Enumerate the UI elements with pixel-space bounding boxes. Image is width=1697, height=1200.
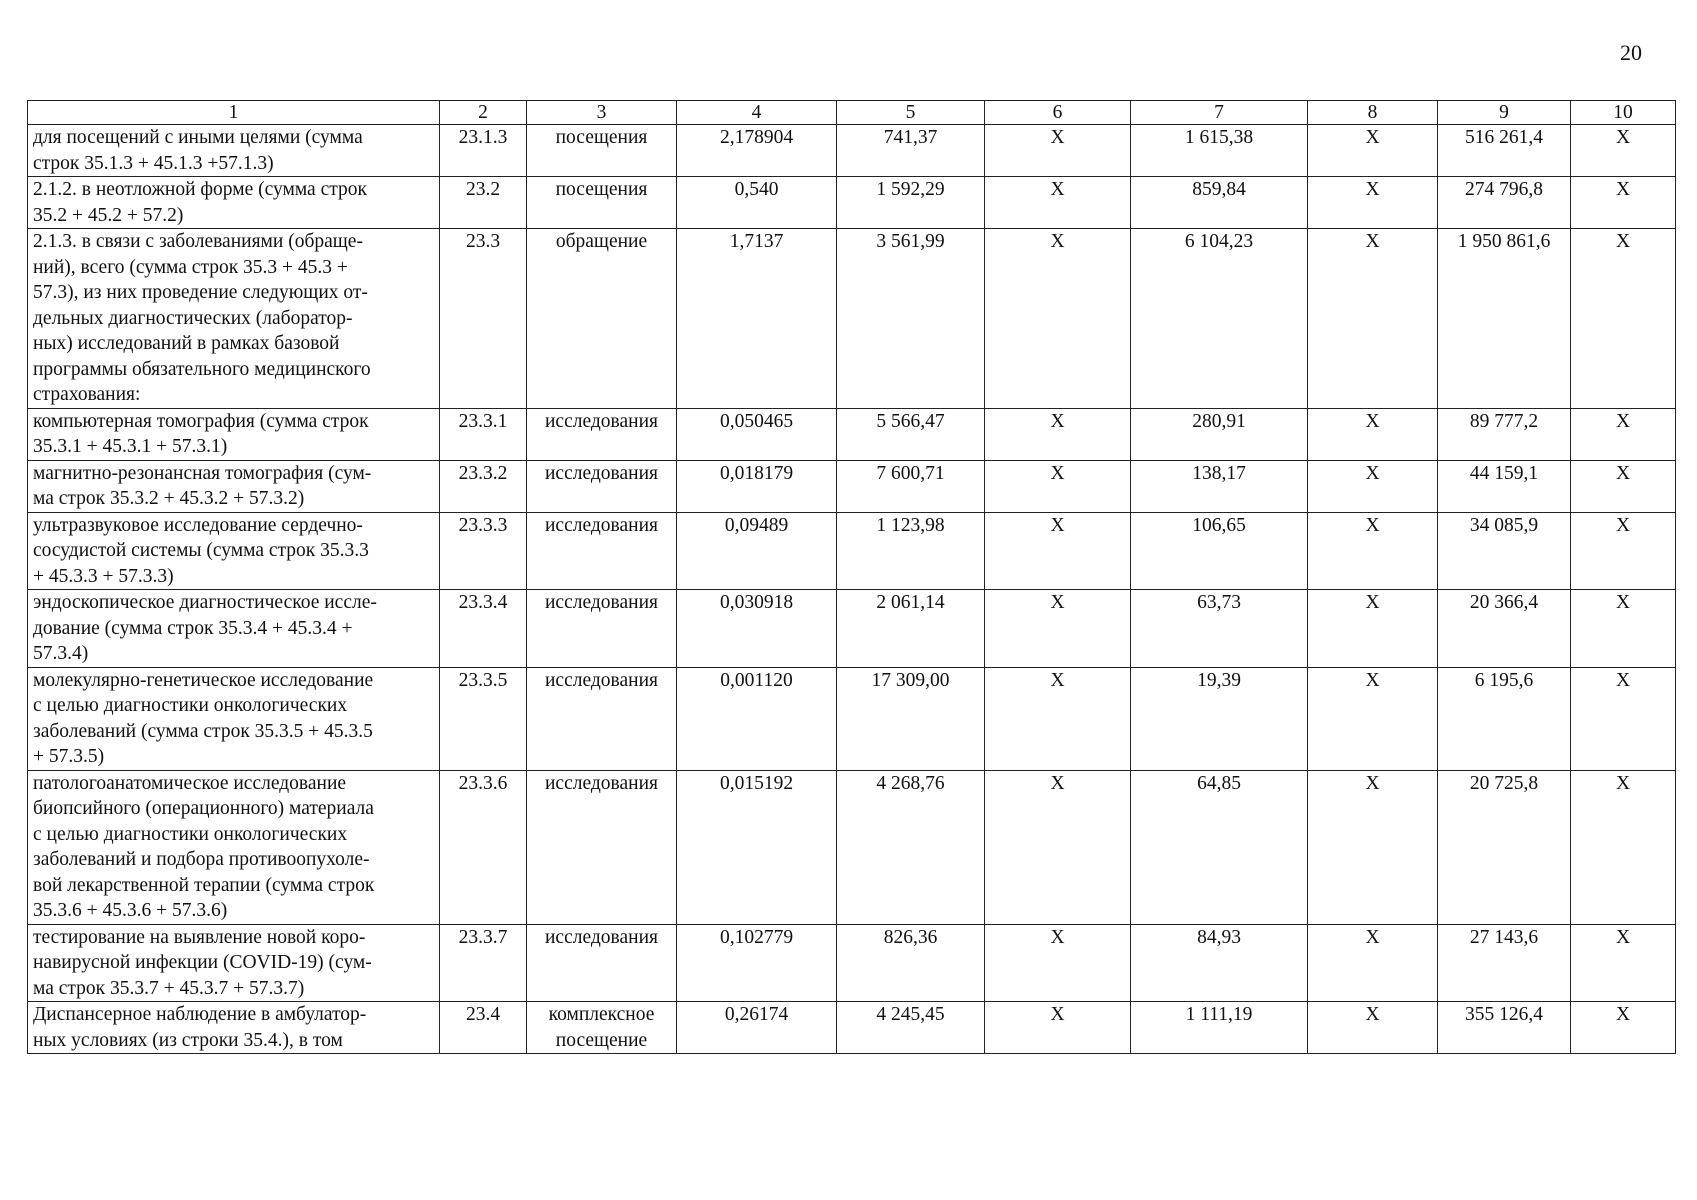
row-unit-cell <box>527 229 677 409</box>
row-code-cell: 23.3.4 <box>440 590 527 668</box>
row-col6-cell: X <box>985 408 1131 460</box>
row-col8-cell: X <box>1308 125 1438 177</box>
row-col9-cell: 1 950 861,6 <box>1438 229 1571 409</box>
row-unit-cell <box>527 408 677 460</box>
row-col9-cell: 44 159,1 <box>1438 460 1571 512</box>
row-unit-cell <box>527 125 677 177</box>
row-name-cell <box>28 770 440 924</box>
table-row <box>28 125 1676 177</box>
row-name-cell <box>28 177 440 229</box>
table-row <box>28 408 1676 460</box>
row-col5-cell: 1 123,98 <box>837 512 985 590</box>
row-col9-cell: 6 195,6 <box>1438 667 1571 770</box>
row-col5-cell: 17 309,00 <box>837 667 985 770</box>
row-name-line: + 57.3.5) <box>33 746 105 767</box>
row-col7-cell: 64,85 <box>1131 770 1308 924</box>
row-col6-cell: X <box>985 924 1131 1002</box>
table-row <box>28 460 1676 512</box>
row-col10-cell: X <box>1571 667 1676 770</box>
row-name-cell <box>28 460 440 512</box>
row-unit-cell <box>527 590 677 668</box>
row-name-cell <box>28 924 440 1002</box>
row-name-line: патологоанатомическое исследование <box>33 772 347 794</box>
row-col6-cell: X <box>985 177 1131 229</box>
row-col10-cell: X <box>1571 408 1676 460</box>
row-unit-cell <box>527 1002 677 1054</box>
row-col7-cell: 138,17 <box>1131 460 1308 512</box>
row-name-line: 35.3.1 + 45.3.1 + 57.3.1) <box>33 436 228 457</box>
row-unit-cell <box>527 177 677 229</box>
row-col9-cell: 34 085,9 <box>1438 512 1571 590</box>
row-name-line: молекулярно-генетическое исследование <box>33 669 374 691</box>
row-name-line: ных) исследований в рамках базовой <box>33 333 340 354</box>
row-name-line: 35.2 + 45.2 + 57.2) <box>33 204 184 226</box>
row-col7-cell: 63,73 <box>1131 590 1308 668</box>
row-name-line: эндоскопическое диагностическое иссле- <box>33 592 377 613</box>
row-col9-cell: 516 261,4 <box>1438 125 1571 177</box>
row-name-line: заболеваний (сумма строк 35.3.5 + 45.3.5 <box>33 720 373 742</box>
row-col5-cell: 4 245,45 <box>837 1002 985 1054</box>
row-col8-cell: X <box>1308 924 1438 1002</box>
row-unit-cell <box>527 924 677 1002</box>
row-name-line: навирусной инфекции (COVID-19) (сум- <box>33 952 372 973</box>
row-name-line: ультразвуковое исследование сердечно- <box>33 514 363 536</box>
row-code-cell: 23.2 <box>440 177 527 229</box>
header-cell-7: 7 <box>1131 101 1308 125</box>
row-col10-cell: X <box>1571 770 1676 924</box>
row-col5-cell: 7 600,71 <box>837 460 985 512</box>
row-name-line: компьютерная томография (сумма строк <box>33 410 369 432</box>
row-col4-cell: 0,030918 <box>677 590 837 668</box>
row-name-line: ма строк 35.3.2 + 45.3.2 + 57.3.2) <box>33 488 305 509</box>
row-unit-line: исследования <box>545 410 658 432</box>
table-row <box>28 590 1676 668</box>
row-name-line: + 45.3.3 + 57.3.3) <box>33 565 174 587</box>
row-col7-cell: 84,93 <box>1131 924 1308 1002</box>
row-col6-cell: X <box>985 770 1131 924</box>
row-col8-cell: X <box>1308 408 1438 460</box>
row-col7-cell: 6 104,23 <box>1131 229 1308 409</box>
row-col7-cell: 1 111,19 <box>1131 1002 1308 1054</box>
table-header-row <box>28 101 1676 125</box>
row-unit-line: исследования <box>545 462 658 484</box>
row-name-line: дельных диагностических (лаборатор- <box>33 307 353 329</box>
row-name-line: 2.1.2. в неотложной форме (сумма строк <box>33 179 367 200</box>
header-cell-8: 8 <box>1308 101 1438 125</box>
row-col10-cell: X <box>1571 1002 1676 1054</box>
row-unit-cell <box>527 667 677 770</box>
row-unit-line: посещения <box>555 179 648 200</box>
row-col4-cell: 0,26174 <box>677 1002 837 1054</box>
row-col10-cell: X <box>1571 512 1676 590</box>
header-cell-10: 10 <box>1571 101 1676 125</box>
row-col6-cell: X <box>985 125 1131 177</box>
row-name-line: для посещений с иными целями (сумма <box>33 127 363 148</box>
row-col7-cell: 859,84 <box>1131 177 1308 229</box>
row-name-line: 35.3.6 + 45.3.6 + 57.3.6) <box>33 900 228 921</box>
row-name-line: биопсийного (операционного) материала <box>33 798 374 819</box>
row-col5-cell: 1 592,29 <box>837 177 985 229</box>
row-col4-cell: 0,102779 <box>677 924 837 1002</box>
header-cell-4: 4 <box>677 101 837 125</box>
row-col9-cell: 355 126,4 <box>1438 1002 1571 1054</box>
row-code-cell: 23.3.5 <box>440 667 527 770</box>
row-code-cell: 23.3 <box>440 229 527 409</box>
row-col4-cell: 0,018179 <box>677 460 837 512</box>
row-code-cell: 23.3.3 <box>440 512 527 590</box>
row-name-line: дование (сумма строк 35.3.4 + 45.3.4 + <box>33 617 353 639</box>
row-col4-cell: 0,050465 <box>677 408 837 460</box>
row-col8-cell: X <box>1308 229 1438 409</box>
row-code-cell: 23.3.6 <box>440 770 527 924</box>
row-unit-line: посещения <box>555 127 648 148</box>
row-name-line: 57.3), из них проведение следующих от- <box>33 282 368 303</box>
row-col7-cell: 19,39 <box>1131 667 1308 770</box>
row-col5-cell: 826,36 <box>837 924 985 1002</box>
row-col6-cell: X <box>985 590 1131 668</box>
row-name-line: с целью диагностики онкологических <box>33 823 348 845</box>
row-name-line: ных условиях (из строки 35.4.), в том <box>33 1029 343 1051</box>
row-col10-cell: X <box>1571 924 1676 1002</box>
row-unit-line: исследования <box>545 514 658 536</box>
row-col6-cell: X <box>985 460 1131 512</box>
row-unit-cell <box>527 770 677 924</box>
row-col5-cell: 741,37 <box>837 125 985 177</box>
table-row <box>28 229 1676 409</box>
row-name-cell <box>28 667 440 770</box>
table-row <box>28 512 1676 590</box>
row-col8-cell: X <box>1308 1002 1438 1054</box>
row-col9-cell: 20 725,8 <box>1438 770 1571 924</box>
row-col6-cell: X <box>985 512 1131 590</box>
row-col8-cell: X <box>1308 512 1438 590</box>
row-col4-cell: 0,540 <box>677 177 837 229</box>
row-name-line: страхования: <box>33 384 141 405</box>
row-col4-cell: 0,001120 <box>677 667 837 770</box>
row-col10-cell: X <box>1571 177 1676 229</box>
row-col9-cell: 20 366,4 <box>1438 590 1571 668</box>
row-col8-cell: X <box>1308 460 1438 512</box>
row-name-line: сосудистой системы (сумма строк 35.3.3 <box>33 540 369 561</box>
table-body <box>28 101 1676 1054</box>
row-name-line: ний), всего (сумма строк 35.3 + 45.3 + <box>33 256 348 278</box>
row-unit-line: исследования <box>545 926 658 948</box>
row-name-line: ма строк 35.3.7 + 45.3.7 + 57.3.7) <box>33 977 305 999</box>
row-col9-cell: 89 777,2 <box>1438 408 1571 460</box>
row-name-line: тестирование на выявление новой коро- <box>33 926 366 948</box>
row-col8-cell: X <box>1308 177 1438 229</box>
row-name-line: вой лекарственной терапии (сумма строк <box>33 874 375 896</box>
row-name-line: магнитно-резонансная томография (сум- <box>33 462 372 484</box>
row-name-line: 2.1.3. в связи с заболеваниями (обраще- <box>33 231 363 252</box>
table-row <box>28 1002 1676 1054</box>
header-cell-3: 3 <box>527 101 677 125</box>
row-code-cell: 23.3.1 <box>440 408 527 460</box>
row-unit-cell <box>527 460 677 512</box>
row-unit-line: обращение <box>555 231 648 252</box>
row-col5-cell: 2 061,14 <box>837 590 985 668</box>
row-code-cell: 23.3.7 <box>440 924 527 1002</box>
row-col10-cell: X <box>1571 125 1676 177</box>
row-unit-line: исследования <box>545 592 658 613</box>
row-name-cell <box>28 590 440 668</box>
row-col9-cell: 27 143,6 <box>1438 924 1571 1002</box>
page-number: 20 <box>1620 40 1642 65</box>
row-col8-cell: X <box>1308 770 1438 924</box>
row-col7-cell: 106,65 <box>1131 512 1308 590</box>
row-unit-cell <box>527 512 677 590</box>
row-col10-cell: X <box>1571 460 1676 512</box>
row-code-cell: 23.4 <box>440 1002 527 1054</box>
row-unit-line: исследования <box>545 669 658 691</box>
row-name-line: заболеваний и подбора противоопухоле- <box>33 849 370 870</box>
table-row <box>28 667 1676 770</box>
row-name-line: с целью диагностики онкологических <box>33 695 348 716</box>
row-name-line: 57.3.4) <box>33 643 89 664</box>
row-col10-cell: X <box>1571 229 1676 409</box>
header-cell-5: 5 <box>837 101 985 125</box>
row-name-cell <box>28 125 440 177</box>
row-col8-cell: X <box>1308 590 1438 668</box>
row-col4-cell: 2,178904 <box>677 125 837 177</box>
row-col8-cell: X <box>1308 667 1438 770</box>
row-col5-cell: 3 561,99 <box>837 229 985 409</box>
row-col9-cell: 274 796,8 <box>1438 177 1571 229</box>
row-code-cell: 23.3.2 <box>440 460 527 512</box>
row-col5-cell: 5 566,47 <box>837 408 985 460</box>
table-row <box>28 177 1676 229</box>
row-unit-line: посещение <box>555 1029 648 1051</box>
row-name-cell <box>28 229 440 409</box>
row-code-cell: 23.1.3 <box>440 125 527 177</box>
row-name-line: строк 35.1.3 + 45.1.3 +57.1.3) <box>33 152 274 174</box>
data-table <box>27 100 1676 1054</box>
header-cell-2: 2 <box>440 101 527 125</box>
row-name-line: программы обязательного медицинского <box>33 358 371 380</box>
row-col6-cell: X <box>985 229 1131 409</box>
row-unit-line: комплексное <box>548 1004 655 1025</box>
header-cell-9: 9 <box>1438 101 1571 125</box>
row-col7-cell: 1 615,38 <box>1131 125 1308 177</box>
row-unit-line: исследования <box>545 772 658 794</box>
row-name-line: Диспансерное наблюдение в амбулатор- <box>33 1004 367 1025</box>
row-name-cell <box>28 512 440 590</box>
row-col10-cell: X <box>1571 590 1676 668</box>
row-col4-cell: 0,015192 <box>677 770 837 924</box>
row-col4-cell: 1,7137 <box>677 229 837 409</box>
table-row <box>28 770 1676 924</box>
row-name-cell <box>28 1002 440 1054</box>
row-col5-cell: 4 268,76 <box>837 770 985 924</box>
table-row <box>28 924 1676 1002</box>
row-col4-cell: 0,09489 <box>677 512 837 590</box>
row-name-cell <box>28 408 440 460</box>
row-col6-cell: X <box>985 667 1131 770</box>
header-cell-6: 6 <box>985 101 1131 125</box>
row-col6-cell: X <box>985 1002 1131 1054</box>
header-cell-1: 1 <box>28 101 440 125</box>
row-col7-cell: 280,91 <box>1131 408 1308 460</box>
